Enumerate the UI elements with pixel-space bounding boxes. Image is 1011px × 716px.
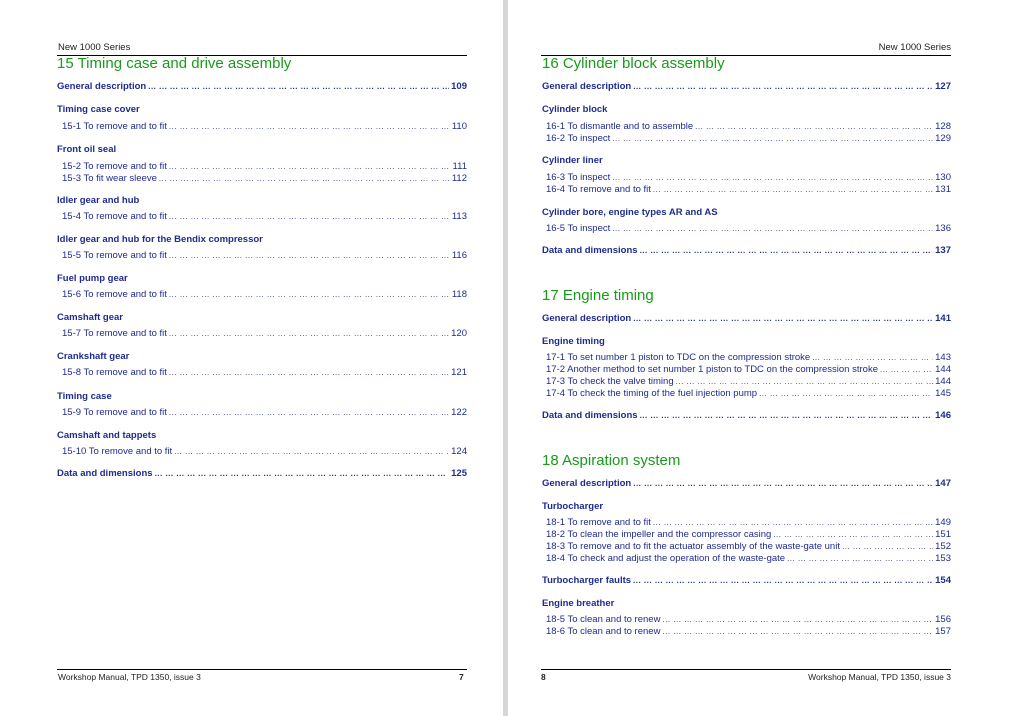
toc-entry[interactable]: 15-3 To fit wear sleeve ... . 112 (62, 173, 467, 185)
toc-entry[interactable]: 15-7 To remove and to fit ... . 120 (62, 328, 467, 340)
toc-entry[interactable]: General description ... . 127 (542, 81, 951, 93)
header-series: New 1000 Series (878, 42, 951, 53)
toc-entry[interactable]: 18-2 To clean the impeller and the compressor casing ... . 151 (546, 529, 951, 541)
section-heading: Fuel pump gear (57, 273, 128, 284)
toc-entry[interactable]: 16-2 To inspect ... . 129 (546, 133, 951, 145)
toc-entry[interactable]: General description ... . 147 (542, 478, 951, 490)
section-heading: Idler gear and hub for the Bendix compressor (57, 234, 263, 245)
toc-entry[interactable]: 18-6 To clean and to renew ... . 157 (546, 626, 951, 638)
toc-entry[interactable]: 17-4 To check the timing of the fuel injection pump ... . 145 (546, 388, 951, 400)
toc-entry[interactable]: 15-10 To remove and to fit ... . 124 (62, 446, 467, 458)
section-heading: Crankshaft gear (57, 351, 130, 362)
footer-text: Workshop Manual, TPD 1350, issue 3 (808, 672, 951, 682)
toc-entry[interactable]: 15-4 To remove and to fit ... . 113 (62, 211, 467, 223)
toc-entry[interactable]: General description ... . 109 (57, 81, 467, 93)
toc-entry[interactable]: 15-1 To remove and to fit ... . 110 (62, 121, 467, 133)
section-heading: Front oil seal (57, 144, 117, 155)
chapter-title: 17 Engine timing (542, 287, 654, 304)
page-number: 8 (541, 672, 546, 682)
footer-rule (541, 669, 951, 670)
section-heading: Turbocharger (542, 501, 604, 512)
section-heading: Camshaft gear (57, 312, 123, 323)
toc-entry[interactable]: Data and dimensions ... . 125 (57, 468, 467, 480)
toc-entry[interactable]: 18-1 To remove and to fit ... . 149 (546, 517, 951, 529)
right-page (508, 0, 1011, 716)
header-series: New 1000 Series (58, 42, 131, 53)
section-heading: Camshaft and tappets (57, 430, 157, 441)
toc-entry[interactable]: General description ... . 141 (542, 313, 951, 325)
toc-entry[interactable]: 16-4 To remove and to fit ... . 131 (546, 184, 951, 196)
section-heading: Cylinder liner (542, 155, 603, 166)
toc-entry[interactable]: 17-2 Another method to set number 1 piston to TDC on the compression stroke ... . 144 (546, 364, 951, 376)
toc-entry[interactable]: 15-2 To remove and to fit ... . 111 (62, 161, 467, 173)
toc-entry[interactable]: 16-1 To dismantle and to assemble ... . 128 (546, 121, 951, 133)
toc-entry[interactable]: 18-4 To check and adjust the operation of the waste-gate ... . 153 (546, 553, 951, 565)
section-heading: Engine breather (542, 598, 615, 609)
section-heading: Cylinder bore, engine types AR and AS (542, 207, 718, 218)
toc-entry[interactable]: 15-8 To remove and to fit ... . 121 (62, 367, 467, 379)
toc-entry[interactable]: 15-6 To remove and to fit ... . 118 (62, 289, 467, 301)
section-heading: Engine timing (542, 336, 605, 347)
chapter-title: 16 Cylinder block assembly (542, 55, 725, 72)
page-number: 7 (459, 672, 464, 682)
section-heading: Timing case cover (57, 104, 140, 115)
chapter-title: 18 Aspiration system (542, 452, 681, 469)
toc-entry[interactable]: 18-3 To remove and to fit the actuator assembly of the waste-gate unit ... . 152 (546, 541, 951, 553)
toc-entry[interactable]: Data and dimensions ... . 146 (542, 410, 951, 422)
chapter-title: 15 Timing case and drive assembly (57, 55, 292, 72)
toc-entry[interactable]: 18-5 To clean and to renew ... . 156 (546, 614, 951, 626)
footer-text: Workshop Manual, TPD 1350, issue 3 (58, 672, 201, 682)
left-page (0, 0, 503, 716)
section-heading: Idler gear and hub (57, 195, 140, 206)
toc-entry[interactable]: 17-3 To check the valve timing ... . 144 (546, 376, 951, 388)
toc-entry[interactable]: Data and dimensions ... . 137 (542, 245, 951, 257)
toc-entry[interactable]: 15-5 To remove and to fit ... . 116 (62, 250, 467, 262)
toc-entry[interactable]: 16-5 To inspect ... . 136 (546, 223, 951, 235)
toc-entry[interactable]: 16-3 To inspect ... . 130 (546, 172, 951, 184)
toc-entry[interactable]: Turbocharger faults ... . 154 (542, 575, 951, 587)
footer-rule (57, 669, 467, 670)
toc-entry[interactable]: 17-1 To set number 1 piston to TDC on the compression stroke ... . 143 (546, 352, 951, 364)
section-heading: Cylinder block (542, 104, 608, 115)
section-heading: Timing case (57, 391, 112, 402)
toc-entry[interactable]: 15-9 To remove and to fit ... . 122 (62, 407, 467, 419)
